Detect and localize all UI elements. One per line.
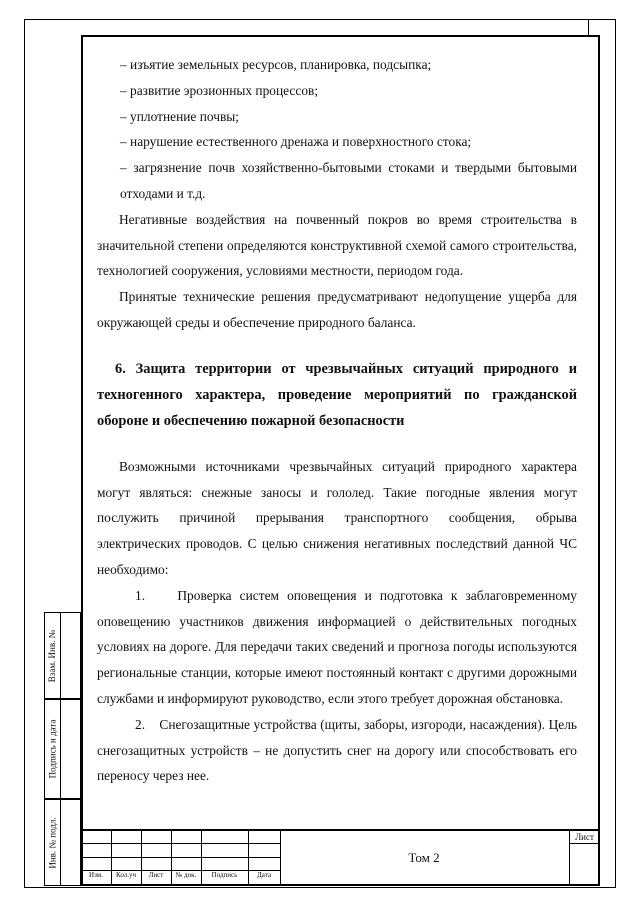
corner-box <box>588 19 616 35</box>
sheet-label: Лист <box>575 832 594 842</box>
col-label-doc: № док. <box>175 871 197 879</box>
side-cell-inv-value <box>61 799 81 886</box>
paragraph: Принятые технические решения предусматривают недопущение ущерба для окружающей среды и обеспечение природного баланса. <box>97 289 577 330</box>
col-label-list: Лист <box>148 871 164 879</box>
row-line <box>569 843 600 844</box>
side-label-inv: Инв. № подл. <box>47 816 58 869</box>
numbered-item: 2. Снегозащитные устройства (щиты, заборы, изгороди, насаждения). Цель снегозащитных устройств – не допустить снег на дорогу или способствовать его переносу через нее. <box>97 716 577 784</box>
paragraph: Возможными источниками чрезвычайных ситуаций природного характера могут являться: снежные заносы и гололед. Такие погодные явления могут послужить причиной прерывания транспортного сообщения, обрыва электрических проводов. С целью снижения негативных последствий данной ЧС необходимо: <box>97 458 577 577</box>
side-cell-vzam-value <box>61 612 81 699</box>
paragraph: Негативные воздействия на почвенный покров во время строительства в значительной степени определяются конструктивной схемой самого строительства, технологией сооружения, условиями местности, периодом года. <box>97 211 577 279</box>
section-heading: 6. Защита территории от чрезвычайных ситуаций природного и техногенного характера, проведение мероприятий по гражданской обороне и обеспечению пожарной безопасности <box>97 360 577 429</box>
title-block-top-line <box>81 829 600 831</box>
document-body <box>97 52 577 789</box>
document-title: Том 2 <box>408 850 440 865</box>
numbered-item: 1. Проверка систем оповещения и подготовка к заблаговременному оповещению участников движения информацией о действительных погодных условиях на дороге. Для передачи таких сведений и прогноза погоды используются региональные станции, которые имеют постоянный контакт с другими дорожными службами и информируют руководство, если этого требует дорожная обстановка. <box>97 587 577 706</box>
list-item: – развитие эрозионных процессов; <box>120 82 319 98</box>
side-label-podpis: Подпись и дата <box>47 719 58 779</box>
list-item: – изъятие земельных ресурсов, планировка, подсыпка; <box>120 57 432 72</box>
side-cell-podpis-value <box>61 699 81 799</box>
col-label-izm: Изм. <box>89 871 103 879</box>
list-item: – загрязнение почв хозяйственно-бытовыми стоками и твердыми бытовыми отходами и т.д. <box>120 160 577 201</box>
side-label-vzam: Взам. Инв. № <box>47 629 58 682</box>
col-label-koluch: Кол.уч <box>116 871 136 879</box>
col-label-data: Дата <box>257 871 271 879</box>
list-item: – нарушение естественного дренажа и поверхностного стока; <box>120 134 472 150</box>
col-label-podpis: Подпись <box>211 871 238 879</box>
list-item: – уплотнение почвы; <box>120 108 239 124</box>
